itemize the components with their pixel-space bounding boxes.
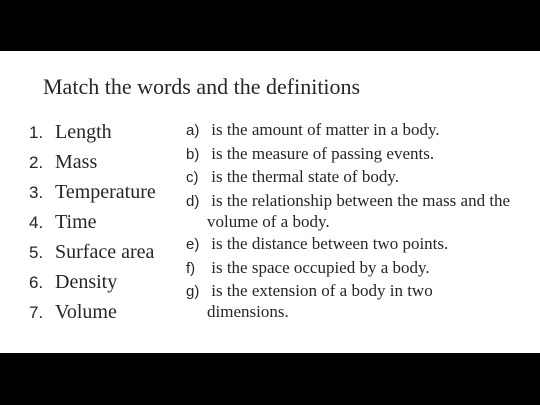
definition-item [186, 191, 516, 232]
definition-item [186, 120, 516, 141]
definition-text: is the thermal state of body. [211, 167, 399, 186]
slide [0, 51, 540, 353]
word-item [29, 297, 156, 327]
word-text: Mass [55, 151, 98, 173]
word-text: Surface area [55, 241, 155, 263]
word-number: 6. [29, 273, 44, 292]
definition-letter: b) [186, 145, 200, 163]
definition-item [186, 234, 516, 255]
definition-item [186, 281, 516, 322]
definition-letter: a) [186, 122, 200, 139]
word-item [29, 177, 156, 207]
word-number: 3. [29, 183, 44, 202]
definition-text: is the distance between two points. [211, 234, 449, 253]
definition-text: is the extension of a body in two dimensions. [207, 281, 433, 321]
definition-letter: d) [186, 192, 200, 210]
definition-text: is the relationship between the mass and the volume of a body. [207, 190, 511, 231]
word-number: 5. [29, 243, 44, 262]
definition-text: is the amount of matter in a body. [211, 120, 440, 139]
definition-letter: f) [186, 259, 196, 277]
word-item [29, 267, 156, 297]
definition-item [186, 167, 516, 188]
definition-letter: e) [186, 236, 200, 253]
word-text: Length [55, 121, 112, 143]
definition-text: is the space occupied by a body. [211, 257, 430, 277]
words-list [29, 117, 156, 327]
word-item [29, 147, 156, 177]
word-text: Density [55, 271, 118, 293]
word-number: 1. [29, 123, 44, 142]
definition-text: is the measure of passing events. [211, 143, 435, 163]
word-text: Time [55, 211, 97, 233]
word-item [29, 117, 156, 147]
slide-title: Match the words and the definitions [43, 74, 361, 99]
word-number: 4. [29, 213, 44, 232]
word-number: 7. [29, 303, 44, 322]
word-text: Volume [55, 301, 117, 323]
definition-item [186, 144, 516, 165]
definition-letter: c) [186, 169, 199, 186]
definition-item [186, 258, 516, 279]
word-number: 2. [29, 153, 44, 172]
word-item [29, 207, 156, 237]
word-text: Temperature [55, 181, 156, 203]
word-item [29, 237, 156, 267]
definitions-list [186, 120, 516, 325]
definition-letter: g) [186, 283, 200, 300]
